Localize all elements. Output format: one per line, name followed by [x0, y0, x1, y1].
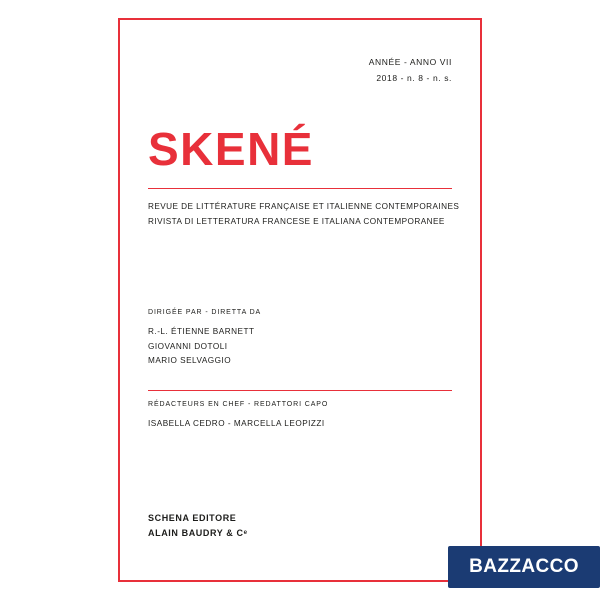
directors-label: DIRIGÉE PAR - DIRETTA DA [148, 309, 262, 317]
spacer [148, 432, 452, 512]
watermark-label: BAZZACCO [469, 556, 579, 577]
editors-divider [148, 390, 452, 391]
subtitle-french: REVUE DE LITTÉRATURE FRANÇAISE ET ITALIENNE CONTEMPORAINES [148, 202, 460, 212]
cover-frame [118, 18, 482, 582]
issue-year: ANNÉE - ANNO VII [368, 57, 452, 67]
spacer [148, 368, 452, 390]
journal-subtitle [148, 199, 460, 229]
editors-label: RÉDACTEURS EN CHEF - REDATTORI CAPO [148, 401, 329, 409]
title-divider [148, 188, 452, 189]
issue-info [148, 54, 452, 86]
spacer [148, 230, 452, 310]
director-name: R.-L. ÉTIENNE BARNETT [148, 327, 255, 337]
director-name: GIOVANNI DOTOLI [148, 341, 228, 351]
publisher-name: SCHENA EDITORE [148, 513, 237, 524]
directors-section [148, 309, 452, 368]
editor-name: ISABELLA CEDRO - MARCELLA LEOPIZZI [148, 419, 325, 429]
director-name: MARIO SELVAGGIO [148, 355, 232, 365]
editors-names [148, 417, 452, 431]
directors-names [148, 325, 452, 368]
subtitle-italian: RIVISTA DI LETTERATURA FRANCESE E ITALIANA CONTEMPORANEE [148, 217, 445, 227]
publisher-info [148, 511, 452, 540]
issue-number: 2018 - n. 8 - n. s. [376, 73, 452, 84]
editors-section [148, 401, 452, 431]
publisher-co: ALAIN BAUDRY & Cᵉ [148, 527, 248, 538]
journal-title: SKENÉ [148, 123, 314, 176]
watermark-badge [448, 546, 600, 588]
cover-content [120, 20, 480, 580]
